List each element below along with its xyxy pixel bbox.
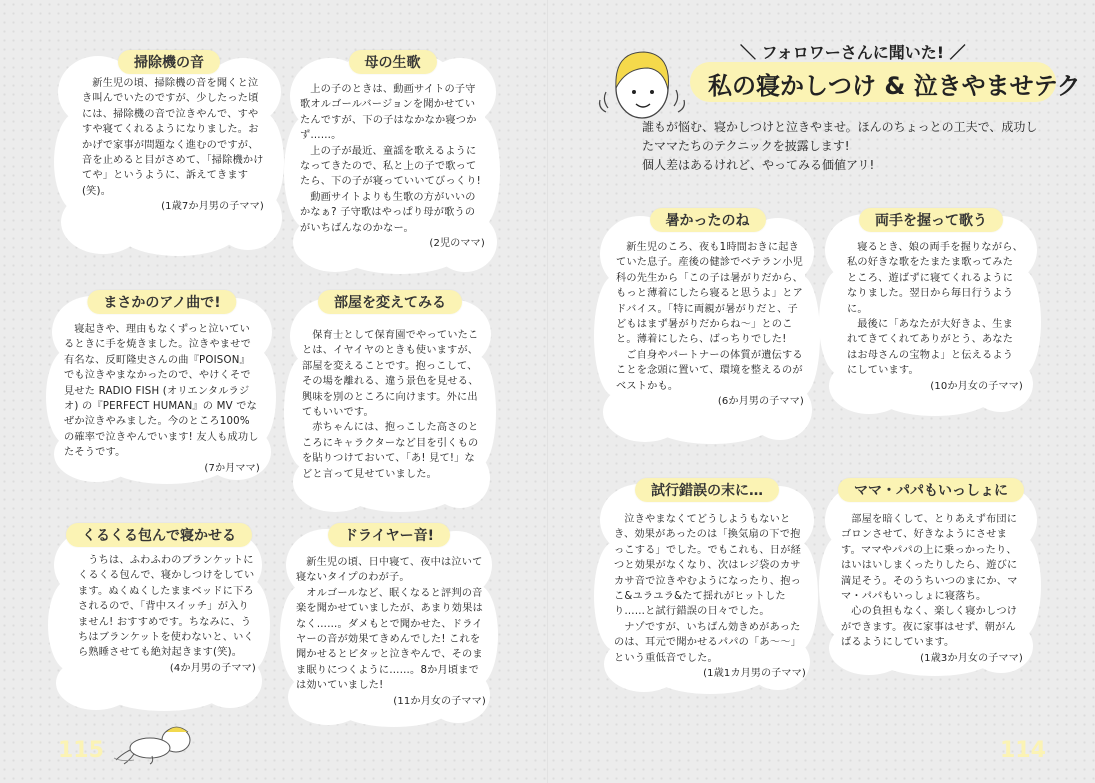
tip-card-hold-hands: [825, 210, 1037, 415]
page-title: 私の寝かしつけ & 泣きやませテク: [708, 72, 1081, 100]
tip-card-live-singing: [290, 52, 495, 272]
tip-paragraph: 新生児の頃、掃除機の音を聞くと泣き叫んでいたのですが、少したった頃には、掃除機の音で泣きやんで、すやすや寝てくれるようになりました。おかげで家事が問題なく進むのですが、音を止めると目がさめて、「掃除機かけてや」というように、訴えてきます(笑)。: [82, 78, 264, 197]
tip-paragraph: 保育士として保育園でやっていたことは、イヤイヤのときも使いますが、部屋を変えることです。抱っこして、その場を離れる、違う景色を見せる、興味を別のところに向けます。外に出てもいいです。: [302, 330, 479, 419]
intro-text: [642, 118, 1042, 175]
tip-credit: (10か月女の子ママ): [930, 380, 1023, 392]
tip-card-surprise-song: [52, 292, 272, 482]
tip-title: まさかのアノ曲で!: [87, 290, 236, 314]
tip-paragraph: 心の負担もなく、楽しく寝かしつけができます。夜に家事はせず、朝がんばるようにしています。: [841, 606, 1018, 649]
tip-card-swaddle: [54, 525, 264, 710]
tip-body: [302, 328, 480, 482]
tip-paragraph: 泣きやまなくてどうしようもないとき、効果があったのは「換気扇の下で抱っこする」でした。でもこれも、日が経つと効果がなくなり、次はレジ袋のカサカサ音で泣きやむようになったり、抱っこ&ユラユラ&たて揺れがヒットしたり……と試行錯誤の日々でした。: [614, 514, 801, 618]
tip-paragraph: 赤ちゃんには、抱っこした高さのところにキャラクターなど目を引くものを貼りつけておいて、「あ! 見て!」などと言って見せていました。: [302, 422, 479, 480]
tip-title: 試行錯誤の末に…: [635, 478, 779, 502]
page-number-right: 114: [1000, 738, 1046, 763]
tip-credit: (11か月女の子ママ): [393, 695, 486, 707]
header-subtitle: [740, 40, 966, 63]
tip-body: [616, 240, 804, 410]
tip-paragraph: 新生児の頃、日中寝て、夜中は泣いて寝ないタイプのわが子。: [296, 557, 483, 584]
slash-icon: ＼: [740, 43, 757, 62]
tip-title: ドライヤー音!: [328, 523, 450, 547]
tip-paragraph: ナゾですが、いちばん効きめがあったのは、耳元で聞かせるパパの「あ〜〜」という重低音でした。: [614, 621, 801, 664]
tip-card-vacuum: [58, 52, 280, 252]
tip-credit: (1歳1カ月男の子ママ): [703, 668, 806, 680]
tip-paragraph: ご自身やパートナーの体質が遺伝することを念頭に置いて、環境を整えるのがベストかも。: [616, 349, 803, 392]
tip-credit: (7か月ママ): [204, 462, 260, 474]
tip-paragraph: 寝起きや、理由もなくずっと泣いているときに手を焼きました。泣きやませで有名な、反町隆史さんの曲『POISON』でも泣きやまなかったので、やけくそで見せた RADIO FISH (オリエンタルラジオ) の『PERFECT HUMAN』の MV でなぜか泣きやみました。今のところ100%の確率で泣きやんでいます! 友人も成功したそうです。: [64, 324, 259, 459]
tip-paragraph: 動画サイトよりも生歌の方がいいのかなぁ? 子守歌はやっぱり母が歌うのがいちばんなのかなー。: [300, 191, 476, 234]
tip-card-parents-together: [825, 480, 1037, 675]
tip-title: 母の生歌: [349, 50, 437, 74]
tip-credit: (2児のママ): [429, 238, 485, 250]
tip-card-trial-and-error: [600, 480, 814, 692]
tip-credit: (1歳3か月女の子ママ): [920, 652, 1023, 664]
tip-body: [841, 512, 1023, 667]
page-fold: [547, 0, 548, 783]
tip-paragraph: 部屋を暗くして、とりあえず布団にゴロンさせて、好きなようにさせます。ママやパパの上に乗っかったり、はいはいしまくったりしたら、遊びに満足そう。そのうちいつのまにか、ママ・パパもいっしょに寝落ち。: [841, 514, 1018, 603]
tip-credit: (1歳7か月男の子ママ): [161, 201, 264, 213]
tip-title: ママ・パパもいっしょに: [838, 478, 1024, 502]
tip-title: 暑かったのね: [650, 208, 766, 232]
intro-paragraph: 個人差はあるけれど、やってみる価値アリ!: [642, 158, 875, 172]
tip-title: くるくる包んで寝かせる: [66, 523, 252, 547]
tip-title: 部屋を変えてみる: [318, 290, 462, 314]
tip-credit: (6か月男の子ママ): [717, 396, 804, 408]
woman-face-icon: [598, 42, 690, 128]
tip-title: 両手を握って歌う: [859, 208, 1003, 232]
sleeping-baby-icon: [108, 722, 198, 766]
tip-card-change-room: [290, 292, 490, 510]
intro-paragraph: 誰もが悩む、寝かしつけと泣きやませ。ほんのちょっとの工夫で、成功したママたちのテクニックを披露します!: [642, 120, 1038, 153]
tip-title: 掃除機の音: [118, 50, 220, 74]
tip-body: [847, 240, 1023, 395]
slash-icon: ／: [949, 43, 966, 62]
tip-paragraph: オルゴールなど、眠くなると評判の音楽を聞かせていましたが、あまり効果はなく……。ダメもとで聞かせた、ドライヤーの音が効果てきめんでした! これを聞かせるとピタッと泣きやんで、そのまま眠りにつくように……。8か月頃までは効いていました!: [296, 587, 483, 692]
tip-paragraph: 上の子が最近、童謡を歌えるようになってきたので、私と上の子で歌ってたら、下の子が寝っていいてびっくり!: [300, 145, 481, 188]
tip-paragraph: うちは、ふわふわのブランケットにくるくる包んで、寝かしつけをしています。ぬくぬくしたままベッドに下ろされるので、「背中スイッチ」が入りません! おすすめです。ちなみに、うちはブランケットを使わないと、いくら熟睡させても絶対起きます(笑)。: [78, 555, 255, 659]
tip-paragraph: 上の子のときは、動画サイトの子守歌オルゴールバージョンを聞かせていたんですが、下の子はなかなか寝つかず……。: [300, 84, 477, 142]
page-number-left: 115: [58, 738, 104, 763]
tip-credit: (4か月男の子ママ): [169, 662, 256, 674]
tip-body: [64, 322, 260, 477]
tip-paragraph: 新生児のころ、夜も1時間おきに起きていた息子。産後の健診でベテラン小児科の先生から「この子は暑がりだから、もっと薄着にしたら寝ると思うよ」とアドバイス。「特に両親が暑がりだと、子どもはまず暑がりだからね〜」とのこと。薄着にしたら、ばっちりでした!: [616, 242, 803, 346]
header-title-box: [690, 62, 1081, 102]
tip-card-hair-dryer: [286, 525, 492, 725]
tip-body: [296, 555, 486, 710]
tip-body: [78, 553, 256, 677]
tip-paragraph: 寝るとき、娘の両手を握りながら、私の好きな歌をたまたま歌ってみたところ、遊ばずに寝てくれるようになりました。翌日から毎日行うように。: [847, 242, 1023, 315]
tip-paragraph: 最後に「あなたが大好きよ、生まれてきてくれてありがとう、あなたはお母さんの宝物よ」と伝えるようにしています。: [847, 319, 1014, 377]
tip-card-was-hot: [600, 210, 815, 442]
header-subtitle-text: フォロワーさんに聞いた!: [761, 43, 945, 62]
tip-body: [300, 82, 485, 252]
tip-body: [614, 512, 806, 682]
tip-body: [82, 76, 264, 215]
